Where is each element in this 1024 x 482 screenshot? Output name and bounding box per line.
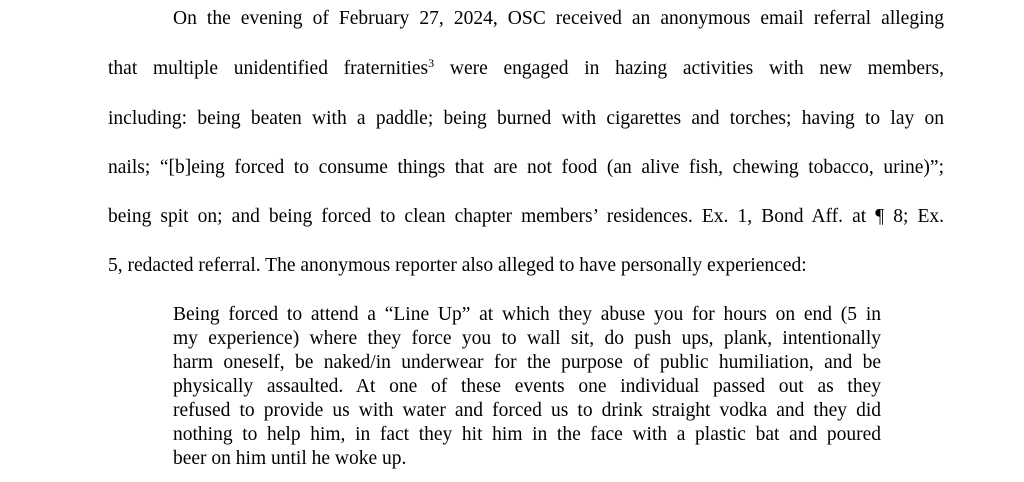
block-quote-line-6: nothing to help him, in fact they hit him in the face with a plastic bat and poured bbox=[173, 424, 881, 445]
block-quote-line-5: refused to provide us with water and forced us to drink straight vodka and they did bbox=[173, 400, 881, 421]
block-quote-line-7: beer on him until he woke up. bbox=[173, 448, 407, 469]
paragraph-line-6: 5, redacted referral. The anonymous reporter also alleged to have personally experienced: bbox=[108, 255, 807, 276]
paragraph-line-4: nails; “[b]eing forced to consume things that are not food (an alive fish, chewing tobacco, urine)”; bbox=[108, 157, 944, 178]
paragraph-line-2-end: were engaged in hazing activities with new members, bbox=[434, 58, 944, 79]
block-quote-line-1: Being forced to attend a “Line Up” at which they abuse you for hours on end (5 in bbox=[173, 304, 881, 325]
footnote-reference[interactable]: 3 bbox=[428, 56, 435, 70]
paragraph-line-2-start: that multiple unidentified fraternities bbox=[108, 58, 429, 79]
block-quote-line-3: harm oneself, be naked/in underwear for the purpose of public humiliation, and be bbox=[173, 352, 881, 373]
paragraph-line-2 bbox=[108, 58, 944, 80]
paragraph-line-1: On the evening of February 27, 2024, OSC received an anonymous email referral alleging bbox=[173, 8, 944, 29]
paragraph-line-5: being spit on; and being forced to clean chapter members’ residences. Ex. 1, Bond Aff. at ¶ 8; Ex. bbox=[108, 206, 944, 227]
block-quote-line-2: my experience) where they force you to wall sit, do push ups, plank, intentionally bbox=[173, 328, 881, 349]
block-quote-line-4: physically assaulted. At one of these events one individual passed out as they bbox=[173, 376, 881, 397]
paragraph-line-3: including: being beaten with a paddle; being burned with cigarettes and torches; having to lay on bbox=[108, 108, 944, 129]
